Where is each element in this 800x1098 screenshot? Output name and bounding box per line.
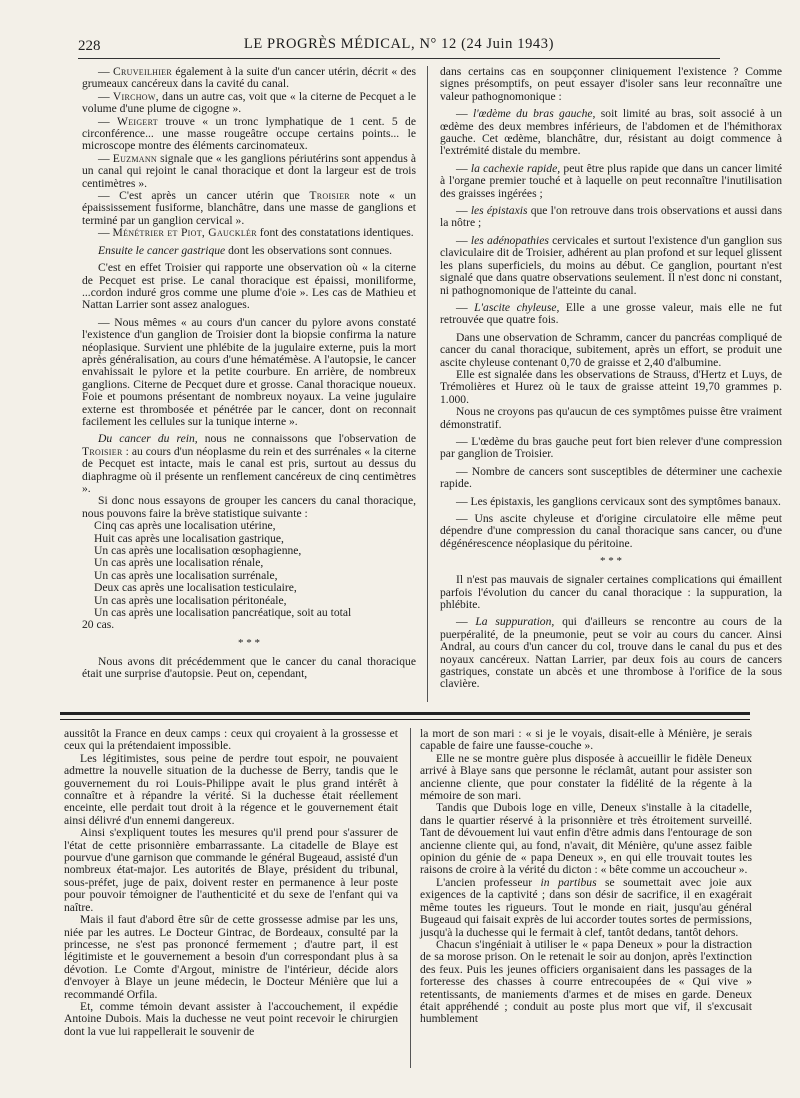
- paragraph: Chacun s'ingéniait à utiliser le « papa Deneux » pour la distraction de sa morose prison. On le retenait le soir au donjon, après l'extinction des feux. Puis les jeunes officiers organisaient dans les passages de la forteresse des chasses à courre entrecoupées de « Qui vive » retentissants, de maniements d'armes et de mises en garde. Deneux était appréhendé ; conduit au poste plus mort que vif, il s'excusait humblement: [420, 937, 752, 1026]
- paragraph: — L'œdème du bras gauche peut fort bien relever d'une compression par ganglion de Troisier.: [440, 434, 782, 461]
- paragraph: — Les épistaxis, les ganglions cervicaux sont des symptômes banaux.: [456, 494, 781, 508]
- paragraph: dans certains cas en soupçonner cliniquement l'existence ? Comme signes présomptifs, on peut essayer d'isoler sans leur reconnaître une valeur pathognomonique :: [440, 65, 782, 103]
- paragraph: Nous ne croyons pas qu'aucun de ces symptômes puisse être vraiment démonstratif.: [440, 405, 782, 431]
- paragraph: Nous avons dit précédemment que le cancer du canal thoracique était une surprise d'autopsie. Peut on, cependant,: [82, 654, 416, 681]
- list-item: Cinq cas après une localisation utérine,: [94, 519, 276, 533]
- paragraph: — Weigert trouve « un tronc lymphatique de 1 cent. 5 de circonférence... une masse rougeâtre occupe certains points... le microscope montre des éléments carcinomateux.: [82, 114, 416, 153]
- asterism: * * *: [238, 636, 260, 649]
- paragraph: — Nombre de cancers sont susceptibles de déterminer une cachexie rapide.: [440, 464, 782, 491]
- paragraph: Si donc nous essayons de grouper les cancers du canal thoracique, nous pouvons faire la brève statistique suivante :: [82, 494, 416, 520]
- paragraph: Ensuite le cancer gastrique dont les observations sont connues.: [98, 243, 392, 257]
- paragraph: — la cachexie rapide, peut être plus rapide que dans un cancer limité à l'organe premier touché et à laquelle on peut reconnaître l'inutilisation des graisses ingérées ;: [440, 161, 782, 200]
- list-item: Un cas après une localisation péritonéale,: [94, 593, 287, 607]
- feuilleton-right-column: [420, 728, 752, 1026]
- paragraph: Dans une observation de Schramm, cancer du pancréas compliqué de cancer du canal thoracique, subitement, après un effort, se produit une ascite chyleuse contenant 0,70 de graisse et 2,40 d'albumine.: [440, 330, 782, 369]
- paragraph: Et, comme témoin devant assister à l'accouchement, il expédie Antoine Dubois. Mais la duchesse ne veut point recevoir le chirurgien dont la vue lui rappellerait le souvenir de: [64, 999, 398, 1038]
- paragraph: — Nous mêmes « au cours d'un cancer du pylore avons constaté l'existence d'un ganglion de Troisier dont la biopsie confirma la nature néoplasique. Survient une phlébite de la jugulaire externe, puis la mort après généralisation, au cours d'une hématémèse. A l'autopsie, le cancer envahissait le pylore et la petite courbure. En arrière, de nombreux ganglions. Citerne de Pecquet dure et grosse. Canal thoracique noueux. Foie et poumons présentant de nombreux noyaux. La veine jugulaire externe est thrombosée et pénétrée par le cancer, dont on reconnait facilement les cellules sur la tunique interne ».: [82, 315, 416, 428]
- list-item: Un cas après une localisation surrénale,: [94, 568, 278, 582]
- paragraph: — Ménétrier et Piot, Gaucklér font des constatations identiques.: [98, 226, 414, 240]
- paragraph: Elle ne se montre guère plus disposée à accueillir le fidèle Deneux arrivé à Blaye sans que personne le réclamât, autant pour assister son ancienne cliente, que pour constater la fidélité de la régente à la mémoire de son mari.: [420, 751, 752, 803]
- paragraph: Mais il faut d'abord être sûr de cette grossesse admise par les uns, niée par les autres. Le Docteur Gintrac, de Bordeaux, consulté par la princesse, ne s'est pas prononcé fermement ; d'autre part, il est légitimiste et le gouvernement a besoin d'un correspondant plus à sa dévotion. Le Comte d'Argout, ministre de l'intérieur, décide alors d'envoyer à Blaye un jeune médecin, le Docteur Ménière que lui a recommandé Orfila.: [64, 913, 398, 1001]
- journal-title: LE PROGRÈS MÉDICAL, N° 12 (24 Juin 1943): [243, 36, 555, 52]
- header-rule: [78, 58, 720, 59]
- paragraph: aussitôt la France en deux camps : ceux qui croyaient à la grossesse et ceux qui la prétendaient impossible.: [64, 727, 398, 753]
- list-item: Un cas après une localisation rénale,: [94, 556, 264, 570]
- paragraph: — C'est après un cancer utérin que Troisier note « un épaississement fusiforme, blanchâtre, dans une masse de ganglions et terminé par un ganglion cervical ».: [82, 189, 417, 227]
- list-item: Un cas après une localisation pancréatique, soit au total: [94, 606, 352, 620]
- paragraph: Ainsi s'expliquent toutes les mesures qu'il prend pour s'assurer de l'état de cette prisonnière embarrassante. La citadelle de Blaye est pourvue d'une garnison que commande le général Bugeaud, assisté d'un nombreux état-major. Les autorités de Blaye, président du tribunal, sous-préfet, juge de paix, doivent rester en permanence à leur poste pour pouvoir témoigner de l'authenticité et du sexe de l'enfant qui va naître.: [64, 826, 398, 914]
- paragraph: — les adénopathies cervicales et surtout l'existence d'un ganglion sus claviculaire dit de Troisier, adhérent au plan profond et sur lequel glissent les plans superficiels, du moins au début. Ce ganglion, pourtant n'est signalé que dans quatre observations seulement. Il n'est donc ni constant, ni pathognomonique de l'atteinte du canal.: [440, 233, 782, 297]
- section-rule-thin: [60, 719, 750, 720]
- paragraph: Tandis que Dubois loge en ville, Deneux s'installe à la citadelle, dans le quartier réservé à la prisonnière et très étroitement surveillé. Tant de dévouement lui vaut enfin d'être admis dans l'entourage de son ancienne cliente qui, au fond, n'avait, dit Ménière, qu'une assez faible opinion du génie de « papa Deneux », en qui elle trouvait toutes les raisons de croire à la vérité du dicton : « bête comme un accoucheur ».: [420, 801, 752, 877]
- list-item: Deux cas après une localisation testiculaire,: [94, 581, 297, 595]
- article-right-column: [440, 66, 782, 691]
- paragraph: — les épistaxis que l'on retrouve dans trois observations et aussi dans la nôtre ;: [440, 204, 782, 230]
- paragraph: la mort de son mari : « si je le voyais, disait-elle à Ménière, je serais capable de faire une fausse-couche ».: [420, 727, 752, 753]
- section-rule-thick: [60, 712, 750, 715]
- paragraph: — Euzmann signale que « les ganglions périutérins sont appendus à un canal qui rejoint le canal thoracique et dont la largeur est de trois centimètres ».: [82, 151, 416, 190]
- running-header: [78, 36, 720, 58]
- paragraph: — Uns ascite chyleuse et d'origine circulatoire elle même peut dépendre d'une compression du canal thoracique sans cancer, ou d'une dégénérescence néoplasique du péritoine.: [440, 512, 782, 550]
- list-total: 20 cas.: [82, 618, 115, 632]
- paragraph: Elle est signalée dans les observations de Strauss, d'Hertz et Luys, de Trémolières et Hurez où le taux de graisse atteint 19,70 grammes p. 1.000.: [440, 367, 782, 406]
- paragraph: — La suppuration, qui d'ailleurs se rencontre au cours de la puerpéralité, de la pneumonie, peut se voir au cours du cancer. Ainsi Andral, au cours d'un cancer du col, trouve dans le canal du pus et des noyaux cancéreux. Nattan Larrier, par deux fois au cours de cancers gastriques, constate un abcès et une thrombose à l'orifice de la sous clavière.: [440, 615, 782, 691]
- paragraph: L'ancien professeur in partibus se soumettait avec joie aux exigences de la captivité ; dans son désir de sacrifice, il en exagérait même toutes les rigueurs. Tout le monde en riait, jusqu'au général Bugeaud qui faisait exprès de lui accorder toutes sortes de permissions, jusqu'à la duchesse qui le fermait à clef, tantôt dedans, tantôt dehors.: [420, 875, 752, 939]
- asterism: * * *: [600, 555, 622, 568]
- paragraph: — L'ascite chyleuse, Elle a une grosse valeur, mais elle ne fut retrouvée que quatre fois.: [440, 300, 782, 327]
- paragraph: Les légitimistes, sous peine de perdre tout espoir, ne pouvaient admettre la nouvelle situation de la duchesse de Berry, tandis que le gouvernement du roi Louis-Philippe avait le plus grand intérêt à connaître et à répandre la vérité. Si la duchesse était réellement enceinte, elle perdait tout droit à la régence et le gouvernement était ainsi délivré d'un ennemi dangereux.: [64, 751, 398, 827]
- paragraph: — l'œdème du bras gauche, soit limité au bras, soit associé à un œdème des deux membres inférieurs, de l'abdomen et de l'hémithorax gauche. Cet œdème, blanchâtre, dur, résistant au doigt commence à l'extrémité distale du membre.: [440, 107, 783, 158]
- feuilleton-left-column: [64, 728, 398, 1038]
- paragraph: — Virchow, dans un autre cas, voit que « la citerne de Pecquet a le volume d'une plume de cigogne ».: [82, 89, 416, 116]
- paragraph: — Cruveilhier également à la suite d'un cancer utérin, décrit « des grumeaux cancéreux dans la cavité du canal.: [82, 65, 416, 91]
- statistics-list: [82, 520, 416, 632]
- column-divider: [427, 66, 428, 702]
- paragraph: Il n'est pas mauvais de signaler certaines complications qui émaillent parfois l'évolution du cancer du canal thoracique : la suppuration, la phlébite.: [440, 573, 782, 612]
- list-item: Un cas après une localisation œsophagienne,: [94, 544, 302, 558]
- column-divider: [410, 728, 411, 1068]
- list-item: Huit cas après une localisation gastrique,: [94, 531, 284, 545]
- article-left-column: [82, 66, 416, 681]
- page-number: 228: [78, 38, 101, 54]
- paragraph: C'est en effet Troisier qui rapporte une observation où « la citerne de Pecquet est prise. Le canal thoracique est épaissi, moniliforme, ...cordon induré gros comme une plume d'oie ». Les cas de Mathieu et Nattan Larrier sont assez analogues.: [82, 261, 416, 312]
- paragraph: Du cancer du rein, nous ne connaissons que l'observation de Troisier : au cours d'un néoplasme du rein et des surrénales « la citerne de Pecquet est intacte, mais le canal est pris, surtout au dessus du diaphragme où il présente un renflement cancéreux de cinq centimètres ».: [82, 432, 416, 495]
